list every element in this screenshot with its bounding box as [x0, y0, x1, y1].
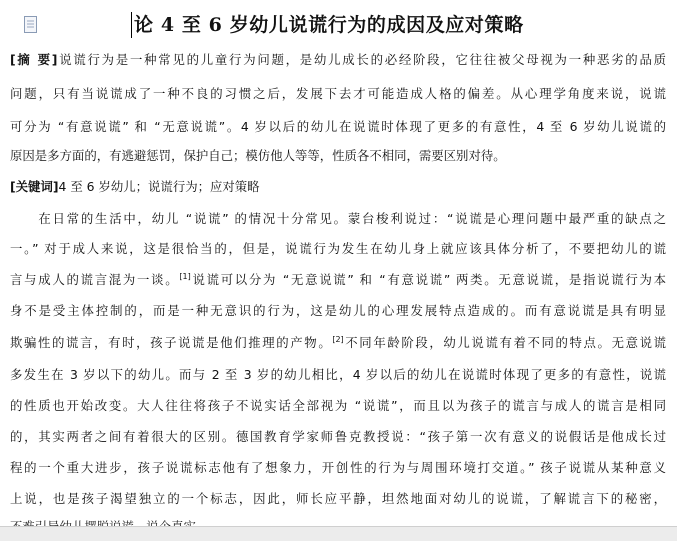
keywords-label: [关键词]: [10, 179, 59, 194]
body-line-3: [10, 271, 666, 289]
text-cursor: [131, 12, 132, 38]
body-text-3a: 言与成人的谎言混为一谈。: [10, 272, 180, 287]
body-line-1: 在日常的生活中，幼儿 “说谎” 的情况十分常见。蒙台梭利说过：“说谎是心理问题中最严重的缺点之: [10, 211, 666, 226]
abstract-line-1: [10, 51, 666, 69]
body-line-8: 的，其实两者之间有着很大的区别。德国教育学家师鲁克教授说：“孩子第一次有意义的说假话是他成长过: [10, 429, 666, 444]
body-line-5: [10, 334, 666, 352]
keywords-text: 4 至 6 岁幼儿；说谎行为；应对策略: [58, 179, 260, 194]
body-line-4: 身不是受主体控制的，而是一种无意识的行为，这是幼儿的心理发展特点造成的。而有意说谎是具有明显: [10, 303, 666, 318]
abstract-line-3: 可分为 “有意说谎” 和 “无意说谎”。4 岁以后的幼儿在说谎时体现了更多的有意性，4 至 6 岁幼儿说谎的: [10, 119, 666, 134]
window-bottom-bar: [0, 526, 677, 541]
citation-1[interactable]: [1]: [179, 272, 191, 281]
body-line-9: 程的一个重大进步，孩子说谎标志他有了想象力，开创性的行为与周围环境打交道。” 孩子说谎从某种意义: [10, 460, 666, 475]
body-line-10: 上说，也是孩子渴望独立的一个标志，因此，师长应平静，坦然地面对幼儿的说谎，了解谎言下的秘密，: [10, 491, 666, 506]
abstract-text-1: 说谎行为是一种常见的儿童行为问题，是幼儿成长的必经阶段，它往往被父母视为一种恶劣的品质: [57, 52, 666, 67]
body-line-2: 一。” 对于成人来说，这是很恰当的，但是，说谎行为发生在幼儿身上就应该具体分析了，不要把幼儿的谎: [10, 241, 666, 256]
body-text-5b: 不同年龄阶段，幼儿说谎有着不同的特点。无意说谎: [343, 335, 666, 350]
body-text-5a: 欺骗性的谎言，有时，孩子说谎是他们推理的产物。: [10, 335, 333, 350]
page-title: 论 4 至 6 岁幼儿说谎行为的成因及应对策略: [134, 14, 524, 36]
abstract-line-4: 原因是多方面的，有逃避惩罚，保护自己；模仿他人等等，性质各不相同，需要区别对待。: [10, 148, 506, 163]
body-line-6: 多发生在 3 岁以下的幼儿。而与 2 至 3 岁的幼儿相比，4 岁以后的幼儿在说谎时体现了更多的有意性，说谎: [10, 367, 666, 382]
body-text-3b: 说谎可以分为 “无意说谎” 和 “有意说谎” 两类。无意说谎，是指说谎行为本: [190, 272, 666, 287]
keywords-line: [10, 178, 666, 196]
document-icon: [24, 16, 37, 33]
abstract-line-2: 问题，只有当说谎成了一种不良的习惯之后，发展下去才可能造成人格的偏差。从心理学角度来说，说谎: [10, 86, 666, 101]
abstract-label: [摘 要]: [10, 52, 58, 67]
body-line-7: 的性质也开始改变。大人往往将孩子不说实话全部视为 “说谎”，而且以为孩子的谎言与成人的谎言是相同: [10, 398, 666, 413]
citation-2[interactable]: [2]: [332, 335, 344, 344]
